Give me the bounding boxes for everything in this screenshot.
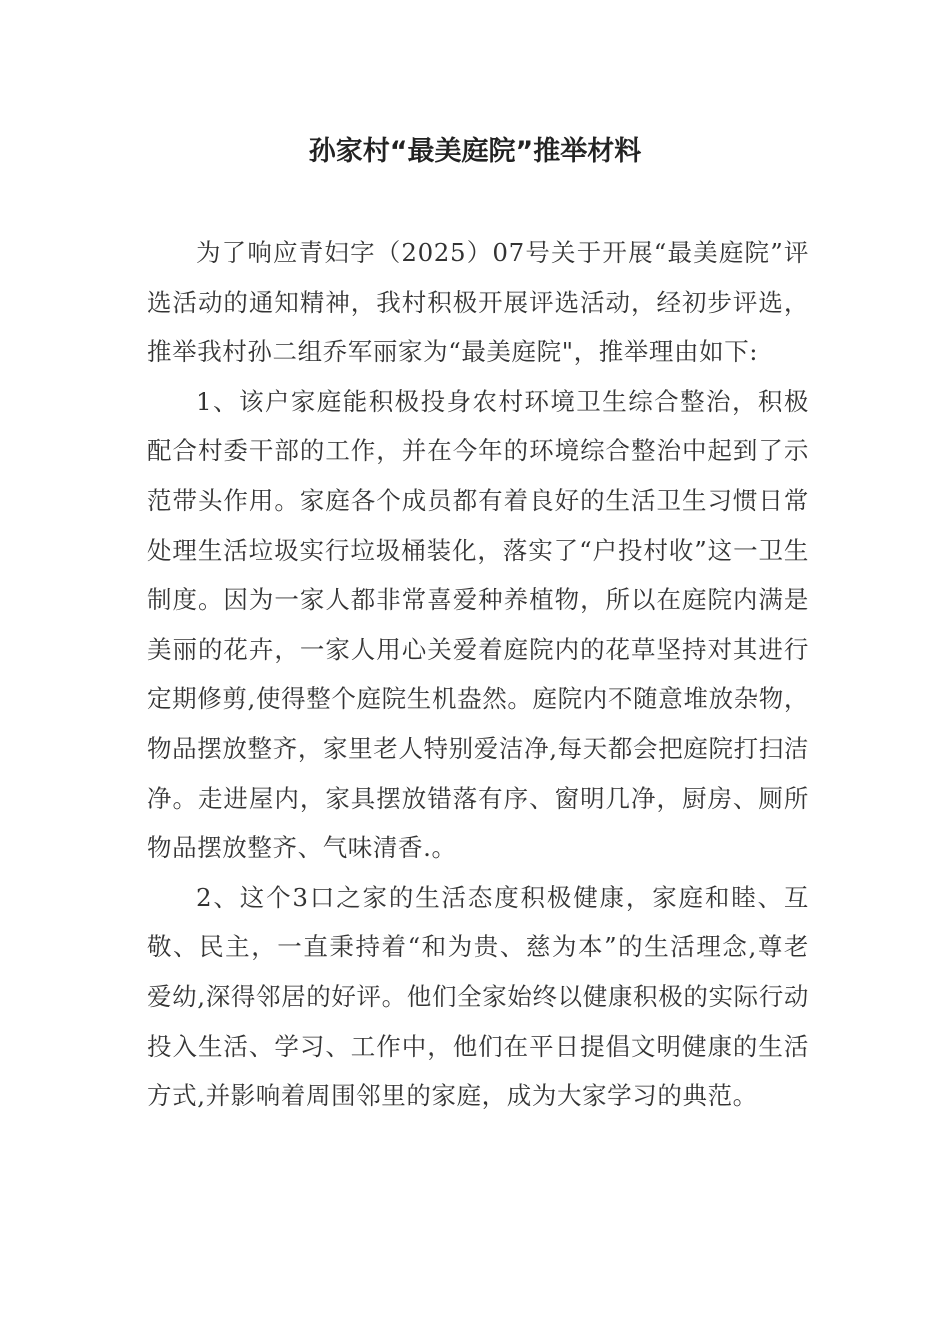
paragraph-intro: 为了响应青妇字（2025）07号关于开展“最美庭院”评选活动的通知精神，我村积极开展评选活动，经初步评选，推举我村孙二组乔军丽家为“最美庭院"，推举理由如下: [147,238,809,367]
document-body [147,228,809,1121]
paragraph-reason-2: 2、这个3口之家的生活态度积极健康，家庭和睦、互敬、民主，一直秉持着“和为贵、慈为本”的生活理念,尊老爱幼,深得邻居的好评。他们全家始终以健康积极的实际行动投入生活、学习、工作中，他们在平日提倡文明健康的生活方式,并影响着周围邻里的家庭，成为大家学习的典范。 [147,882,809,1111]
document-title: 孙家村“最美庭院”推举材料 [308,136,642,167]
paragraph-reason-1: 1、该户家庭能积极投身农村环境卫生综合整治，积极配合村委干部的工作，并在今年的环境综合整治中起到了示范带头作用。家庭各个成员都有着良好的生活卫生习惯日常处理生活垃圾实行垃圾桶装化，落实了“户投村收”这一卫生制度。因为一家人都非常喜爱种养植物，所以在庭院内满是美丽的花卉，一家人用心关爱着庭院内的花草坚持对其进行定期修剪,使得整个庭院生机盎然。庭院内不随意堆放杂物，物品摆放整齐，家里老人特别爱洁净,每天都会把庭院打扫洁净。走进屋内，家具摆放错落有序、窗明几净，厨房、厕所物品摆放整齐、气味清香.。 [147,386,809,863]
